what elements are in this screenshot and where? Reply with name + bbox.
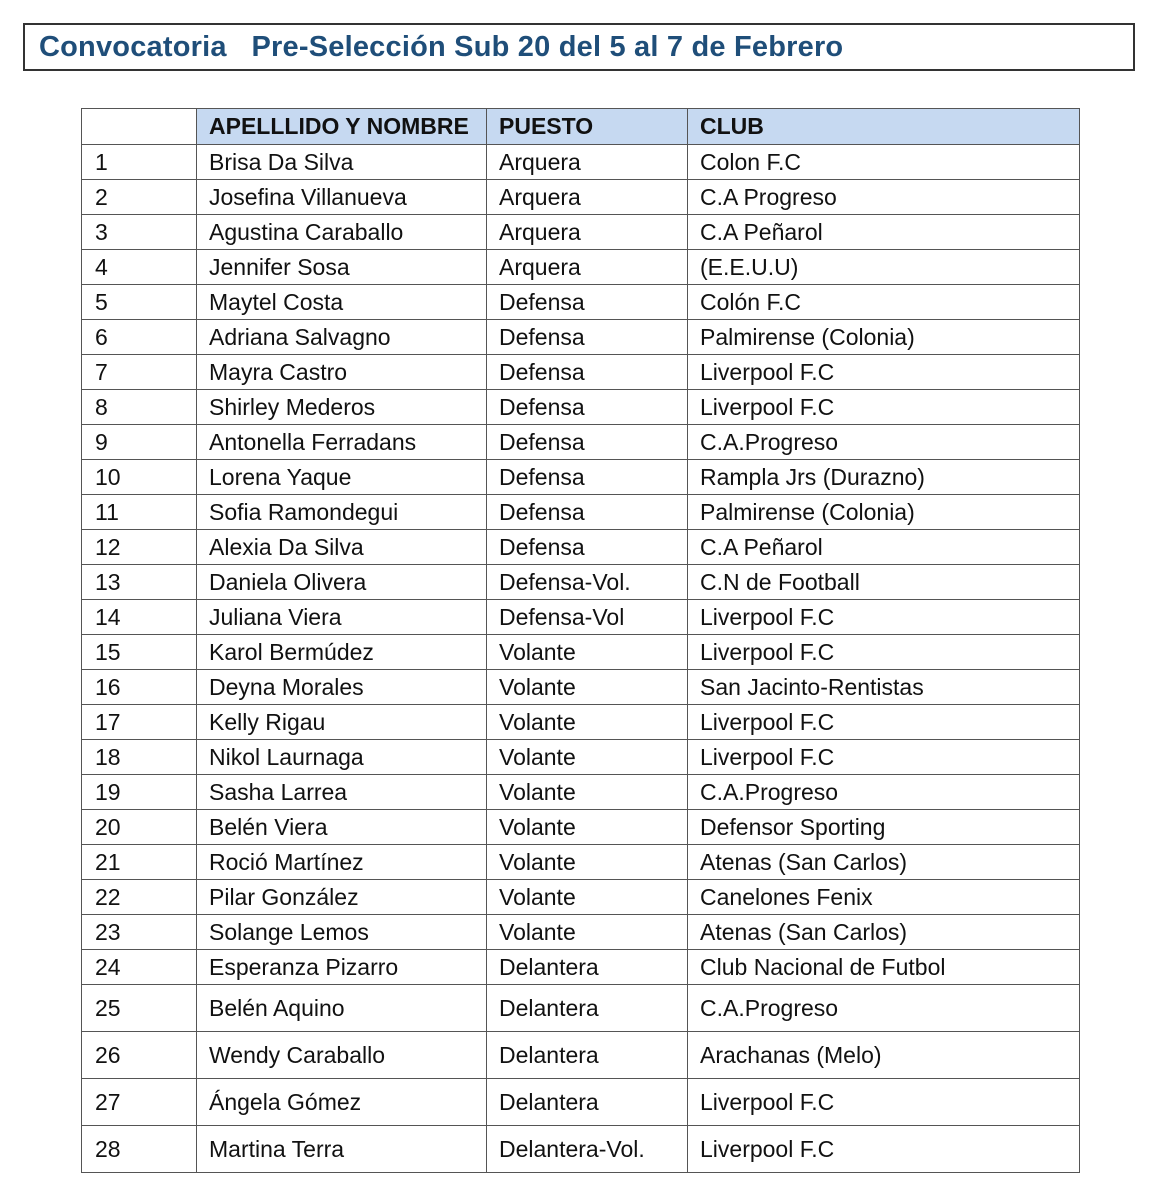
player-position: Volante <box>487 880 688 915</box>
row-number: 3 <box>82 215 197 250</box>
page-title: Convocatoria Pre-Selección Sub 20 del 5 al 7 de Febrero <box>39 31 844 63</box>
player-position: Volante <box>487 705 688 740</box>
player-club: Palmirense (Colonia) <box>688 495 1080 530</box>
player-name: Esperanza Pizarro <box>197 950 487 985</box>
row-number: 27 <box>82 1079 197 1126</box>
player-name: Shirley Mederos <box>197 390 487 425</box>
player-position: Volante <box>487 670 688 705</box>
player-club: Liverpool F.C <box>688 1126 1080 1173</box>
player-position: Defensa-Vol. <box>487 565 688 600</box>
player-position: Arquera <box>487 250 688 285</box>
player-position: Defensa <box>487 425 688 460</box>
row-number: 16 <box>82 670 197 705</box>
player-name: Adriana Salvagno <box>197 320 487 355</box>
table-row <box>82 810 1080 845</box>
title-box <box>23 23 1135 71</box>
row-number: 25 <box>82 985 197 1032</box>
row-number: 23 <box>82 915 197 950</box>
table-row <box>82 740 1080 775</box>
player-position: Arquera <box>487 180 688 215</box>
player-position: Delantera <box>487 950 688 985</box>
row-number: 8 <box>82 390 197 425</box>
player-name: Daniela Olivera <box>197 565 487 600</box>
player-position: Delantera <box>487 1032 688 1079</box>
table-row <box>82 845 1080 880</box>
player-name: Brisa Da Silva <box>197 145 487 180</box>
player-position: Volante <box>487 775 688 810</box>
row-number: 12 <box>82 530 197 565</box>
player-name: Ángela Gómez <box>197 1079 487 1126</box>
player-name: Maytel Costa <box>197 285 487 320</box>
row-number: 24 <box>82 950 197 985</box>
player-club: Atenas (San Carlos) <box>688 915 1080 950</box>
player-club: C.A Peñarol <box>688 530 1080 565</box>
table-row <box>82 670 1080 705</box>
player-name: Agustina Caraballo <box>197 215 487 250</box>
player-name: Sasha Larrea <box>197 775 487 810</box>
player-name: Solange Lemos <box>197 915 487 950</box>
player-name: Karol Bermúdez <box>197 635 487 670</box>
player-club: Liverpool F.C <box>688 390 1080 425</box>
player-name: Pilar González <box>197 880 487 915</box>
player-position: Defensa <box>487 530 688 565</box>
row-number: 21 <box>82 845 197 880</box>
player-position: Delantera-Vol. <box>487 1126 688 1173</box>
player-position: Defensa <box>487 285 688 320</box>
player-name: Josefina Villanueva <box>197 180 487 215</box>
player-position: Defensa <box>487 495 688 530</box>
player-name: Belén Aquino <box>197 985 487 1032</box>
player-position: Arquera <box>487 145 688 180</box>
player-club: Colón F.C <box>688 285 1080 320</box>
row-number: 20 <box>82 810 197 845</box>
player-club: (E.E.U.U) <box>688 250 1080 285</box>
table-row <box>82 250 1080 285</box>
row-number: 15 <box>82 635 197 670</box>
player-position: Volante <box>487 915 688 950</box>
player-name: Deyna Morales <box>197 670 487 705</box>
row-number: 6 <box>82 320 197 355</box>
player-club: Liverpool F.C <box>688 705 1080 740</box>
header-position: PUESTO <box>487 109 688 145</box>
table-row <box>82 530 1080 565</box>
table-row <box>82 1079 1080 1126</box>
table-row <box>82 180 1080 215</box>
header-number <box>82 109 197 145</box>
player-club: Colon F.C <box>688 145 1080 180</box>
table-row <box>82 355 1080 390</box>
player-club: C.N de Football <box>688 565 1080 600</box>
player-club: Liverpool F.C <box>688 635 1080 670</box>
player-position: Delantera <box>487 1079 688 1126</box>
row-number: 14 <box>82 600 197 635</box>
table-row <box>82 285 1080 320</box>
player-name: Jennifer Sosa <box>197 250 487 285</box>
table-row <box>82 565 1080 600</box>
player-position: Defensa <box>487 320 688 355</box>
header-club: CLUB <box>688 109 1080 145</box>
player-name: Kelly Rigau <box>197 705 487 740</box>
row-number: 9 <box>82 425 197 460</box>
player-position: Arquera <box>487 215 688 250</box>
player-club: C.A.Progreso <box>688 985 1080 1032</box>
row-number: 2 <box>82 180 197 215</box>
player-club: Liverpool F.C <box>688 1079 1080 1126</box>
player-name: Nikol Laurnaga <box>197 740 487 775</box>
player-club: Canelones Fenix <box>688 880 1080 915</box>
table-row <box>82 495 1080 530</box>
player-position: Defensa <box>487 390 688 425</box>
row-number: 7 <box>82 355 197 390</box>
row-number: 5 <box>82 285 197 320</box>
player-club: Defensor Sporting <box>688 810 1080 845</box>
player-position: Volante <box>487 810 688 845</box>
player-name: Juliana Viera <box>197 600 487 635</box>
player-name: Alexia Da Silva <box>197 530 487 565</box>
table-row <box>82 985 1080 1032</box>
player-club: Liverpool F.C <box>688 600 1080 635</box>
roster-table <box>81 108 1080 1173</box>
player-club: Palmirense (Colonia) <box>688 320 1080 355</box>
row-number: 26 <box>82 1032 197 1079</box>
row-number: 17 <box>82 705 197 740</box>
player-position: Volante <box>487 845 688 880</box>
player-name: Mayra Castro <box>197 355 487 390</box>
player-name: Lorena Yaque <box>197 460 487 495</box>
table-row <box>82 775 1080 810</box>
player-name: Martina Terra <box>197 1126 487 1173</box>
row-number: 28 <box>82 1126 197 1173</box>
table-row <box>82 320 1080 355</box>
player-club: Atenas (San Carlos) <box>688 845 1080 880</box>
roster-body <box>82 145 1080 1173</box>
table-header-row <box>82 109 1080 145</box>
row-number: 19 <box>82 775 197 810</box>
table-row <box>82 915 1080 950</box>
table-row <box>82 145 1080 180</box>
table-row <box>82 880 1080 915</box>
table-row <box>82 425 1080 460</box>
table-row <box>82 390 1080 425</box>
table-row <box>82 215 1080 250</box>
table-row <box>82 1126 1080 1173</box>
player-club: Liverpool F.C <box>688 355 1080 390</box>
player-name: Sofia Ramondegui <box>197 495 487 530</box>
player-position: Defensa <box>487 460 688 495</box>
player-club: C.A.Progreso <box>688 425 1080 460</box>
table-row <box>82 600 1080 635</box>
row-number: 10 <box>82 460 197 495</box>
player-name: Antonella Ferradans <box>197 425 487 460</box>
player-position: Volante <box>487 635 688 670</box>
row-number: 18 <box>82 740 197 775</box>
player-position: Defensa-Vol <box>487 600 688 635</box>
player-club: C.A Peñarol <box>688 215 1080 250</box>
player-club: C.A Progreso <box>688 180 1080 215</box>
row-number: 11 <box>82 495 197 530</box>
player-club: Rampla Jrs (Durazno) <box>688 460 1080 495</box>
row-number: 13 <box>82 565 197 600</box>
player-name: Wendy Caraballo <box>197 1032 487 1079</box>
header-name: APELLLIDO Y NOMBRE <box>197 109 487 145</box>
player-club: Club Nacional de Futbol <box>688 950 1080 985</box>
table-row <box>82 705 1080 740</box>
player-name: Belén Viera <box>197 810 487 845</box>
player-position: Delantera <box>487 985 688 1032</box>
table-row <box>82 950 1080 985</box>
table-row <box>82 1032 1080 1079</box>
table-row <box>82 460 1080 495</box>
player-position: Volante <box>487 740 688 775</box>
player-club: San Jacinto-Rentistas <box>688 670 1080 705</box>
row-number: 1 <box>82 145 197 180</box>
player-club: C.A.Progreso <box>688 775 1080 810</box>
player-position: Defensa <box>487 355 688 390</box>
row-number: 22 <box>82 880 197 915</box>
player-club: Arachanas (Melo) <box>688 1032 1080 1079</box>
table-row <box>82 635 1080 670</box>
player-name: Roció Martínez <box>197 845 487 880</box>
row-number: 4 <box>82 250 197 285</box>
player-club: Liverpool F.C <box>688 740 1080 775</box>
